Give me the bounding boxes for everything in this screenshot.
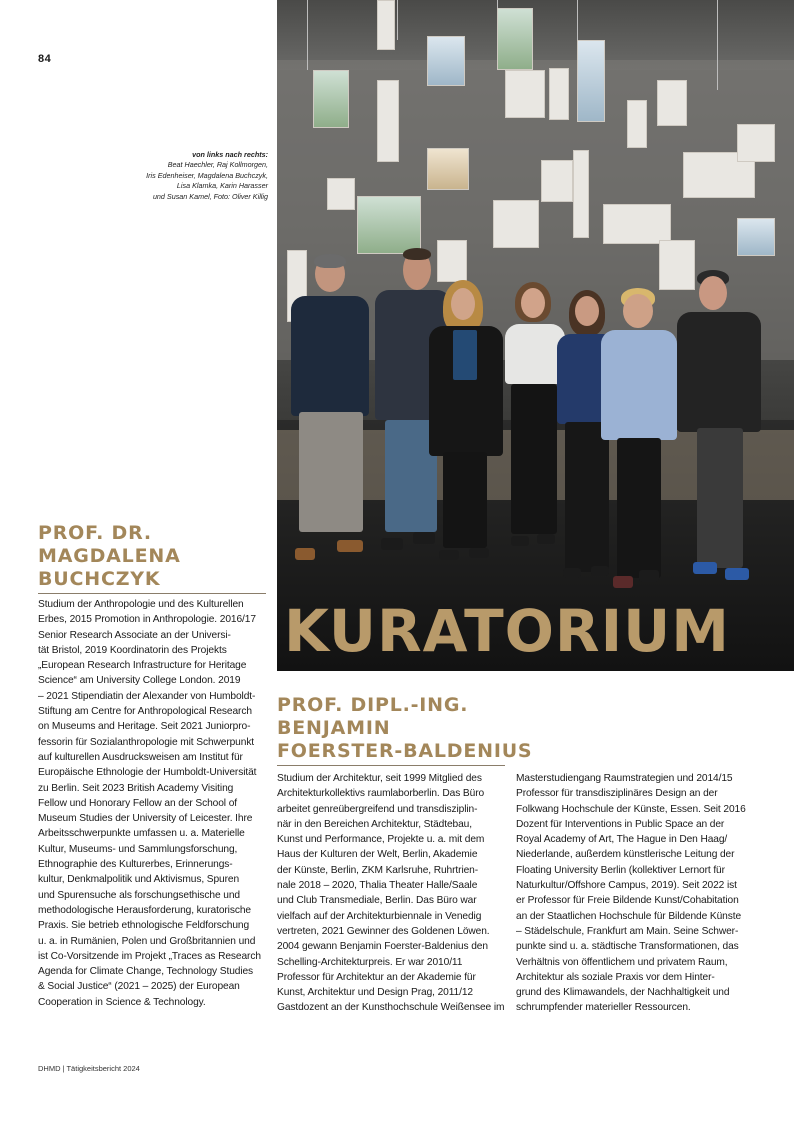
bio-line: – 2021 Stipendiatin der Alexander von Humboldt-: [38, 690, 256, 702]
bio-line: Floating University Berlin (kollektiver Lernort für: [516, 864, 725, 876]
bio-line: Praxis. Sie betrieb ethnologische Feldforschung: [38, 920, 250, 932]
bio-line: der Künste, Berlin, ZKM Karlsruhe, Ruhrtrien-: [277, 864, 479, 876]
hanging-card: [497, 8, 533, 70]
bio-line: Gastdozent an der Kunsthochschule Weißensee im: [277, 1002, 505, 1014]
bio-line: Europäische Ethnologie der Humboldt-Universität: [38, 767, 257, 779]
name-line: PROF. DR.: [38, 522, 152, 544]
hanging-card: [737, 124, 775, 162]
profile-bio-foerster-col2: [516, 771, 756, 1016]
bio-line: grund des Klimawandels, der Nachhaltigkeit und: [516, 987, 730, 999]
bio-line: Stiftung am Centre for Anthropological Research: [38, 706, 252, 718]
bio-line: ist Co-Vorsitzende im Projekt „Traces as Research: [38, 950, 261, 962]
bio-line: an der Staatlichen Hochschule für Bildende Künste: [516, 910, 742, 922]
profile-bio-buchczyk: [38, 597, 270, 1010]
bio-line: auf kulturellen Ausdrucksweisen am Institut für: [38, 751, 243, 763]
bio-line: Kunst und Performance, Projekte u. a. mit dem: [277, 834, 485, 846]
bio-line: arbeitet genreübergreifend und transdisziplin-: [277, 803, 478, 815]
bio-line: Niederlande, außerdem künstlerische Leitung der: [516, 849, 735, 861]
bio-line: nale 2018 – 2020, Thalia Theater Halle/Saale: [277, 880, 478, 892]
bio-line: Studium der Anthropologie und des Kulturellen: [38, 599, 244, 610]
bio-line: fessorin für Sozialanthropologie mit Schwerpunkt: [38, 736, 255, 748]
name-line: BUCHCZYK: [38, 568, 161, 590]
bio-line: Science“ am University College London. 2019: [38, 675, 241, 687]
hanging-card: [573, 150, 589, 238]
bio-line: u. a. in Rumänien, Polen und Großbritannien und: [38, 935, 256, 947]
hanging-card: [577, 40, 605, 122]
bio-line: Naturkultur/Offshore Campus, 2019). Seit 2022 ist: [516, 880, 737, 892]
caption-lead: von links nach rechts:: [192, 150, 268, 159]
hanging-card: [493, 200, 539, 248]
bio-line: schrumpfender materieller Ressourcen.: [516, 1002, 691, 1014]
bio-line: Haus der Kulturen der Welt, Berlin, Akademie: [277, 849, 478, 861]
section-title: KURATORIUM: [284, 597, 730, 665]
bio-line: Architekturkollektivs raumlaborberlin. Das Büro: [277, 788, 485, 800]
heading-rule: [277, 765, 505, 766]
bio-line: Professor für Architektur an der Akademie für: [277, 971, 476, 983]
hanging-card: [313, 70, 349, 128]
hanging-card: [737, 218, 775, 256]
photo-caption: [120, 150, 268, 202]
bio-line: Fellow und Honorary Fellow an der School of: [38, 797, 237, 809]
bio-line: und Club Transmediale, Berlin. Das Büro war: [277, 895, 477, 907]
group-photo: [277, 0, 794, 671]
hanging-card: [327, 178, 355, 210]
bio-line: Erbes, 2015 Promotion in Anthropologie. 2016/17: [38, 614, 256, 626]
bio-line: Architektur als soziale Praxis vor dem Hinter-: [516, 971, 715, 983]
page-number: 84: [38, 53, 52, 65]
caption-line: und Susan Kamel, Foto: Oliver Killig: [152, 191, 268, 201]
bio-line: 2004 gewann Benjamin Foerster-Baldenius den: [277, 941, 488, 953]
bio-line: Ethnographie des Kulturerbes, Erinnerungs-: [38, 859, 233, 871]
bio-line: Museum Studies der University of Leicester. Ihre: [38, 813, 253, 825]
bio-line: methodologische Herausforderung, kuratorische: [38, 904, 251, 916]
bio-line: Royal Academy of Art, The Hague in Den Haag/: [516, 834, 728, 846]
hanging-card: [357, 196, 421, 254]
page-footer: DHMD | Tätigkeitsbericht 2024: [38, 1064, 140, 1073]
bio-line: Kultur, Museums- und Sammlungsforschung,: [38, 843, 238, 855]
hanging-card: [505, 70, 545, 118]
bio-line: Senior Research Associate an der Universi-: [38, 629, 231, 641]
caption-line: Iris Edenheiser, Magdalena Buchczyk,: [146, 170, 268, 180]
bio-line: Dozent für Interventions in Public Space an der: [516, 818, 725, 830]
bio-line: Arbeitsschwerpunkte umfassen u. a. Materielle: [38, 828, 245, 840]
hanging-card: [541, 160, 573, 202]
bio-line: när in den Bereichen Architektur, Städtebau,: [277, 818, 472, 830]
bio-line: Cooperation in Science & Technology.: [38, 996, 206, 1008]
name-line: FOERSTER-BALDENIUS: [277, 740, 533, 762]
bio-line: punkte sind u. a. städtische Transformationen, das: [516, 941, 739, 953]
name-line: MAGDALENA: [38, 545, 181, 567]
name-line: BENJAMIN: [277, 717, 391, 739]
bio-line: „European Research Infrastructure for Heritage: [38, 660, 247, 672]
bio-line: Schelling-Architekturpreis. Er war 2010/11: [277, 956, 463, 968]
hanging-card: [603, 204, 671, 244]
profile-name-buchczyk: [38, 522, 181, 591]
name-line: PROF. DIPL.-ING.: [277, 694, 469, 716]
heading-rule: [38, 593, 266, 594]
bio-line: on Museums and Heritage. Seit 2021 Juniorpro-: [38, 721, 251, 733]
bio-line: & Social Justice“ (2021 – 2025) der European: [38, 981, 240, 993]
profile-name-foerster-baldenius: [277, 694, 532, 763]
profile-bio-foerster-col1: [277, 771, 509, 1016]
bio-line: Masterstudiengang Raumstrategien und 2014/15: [516, 773, 733, 784]
hanging-card: [659, 240, 695, 290]
caption-line: Beat Haechler, Raj Kollmorgen,: [167, 160, 268, 170]
bio-line: zu Berlin. Seit 2023 British Academy Visiting: [38, 782, 234, 794]
hanging-card: [377, 80, 399, 162]
hanging-card: [377, 0, 395, 50]
bio-line: Verhältnis von öffentlichem und privatem Raum,: [516, 956, 728, 968]
hanging-card: [549, 68, 569, 120]
bio-line: vielfach auf der Architekturbiennale in Venedig: [277, 910, 482, 922]
hanging-card: [627, 100, 647, 148]
bio-line: Studium der Architektur, seit 1999 Mitglied des: [277, 773, 482, 784]
hanging-card: [427, 148, 469, 190]
bio-line: – Städelschule, Frankfurt am Main. Seine Schwer-: [516, 925, 739, 937]
bio-line: Kunst, Architektur und Design Prag, 2011/12: [277, 987, 473, 999]
bio-line: Professor für transdisziplinäres Design an der: [516, 788, 718, 800]
caption-line: Lisa Klamka, Karin Harasser: [176, 181, 268, 191]
bio-line: Agenda for Climate Change, Technology Studies: [38, 966, 254, 978]
hanging-card: [657, 80, 687, 126]
bio-line: kultur, Denkmalpolitik und Aktivismus, Spuren: [38, 874, 240, 886]
hanging-card: [427, 36, 465, 86]
bio-line: vertreten, 2021 Gewinner des Goldenen Löwen.: [277, 925, 490, 937]
bio-line: tät Bristol, 2019 Koordinatorin des Projekts: [38, 644, 227, 656]
bio-line: und Spurensuche als forschungsethische und: [38, 889, 240, 901]
hanging-card: [437, 240, 467, 282]
bio-line: Folkwang Hochschule der Künste, Essen. Seit 2016: [516, 803, 746, 815]
bio-line: er Professor für Freie Bildende Kunst/Cohabitation: [516, 895, 739, 907]
